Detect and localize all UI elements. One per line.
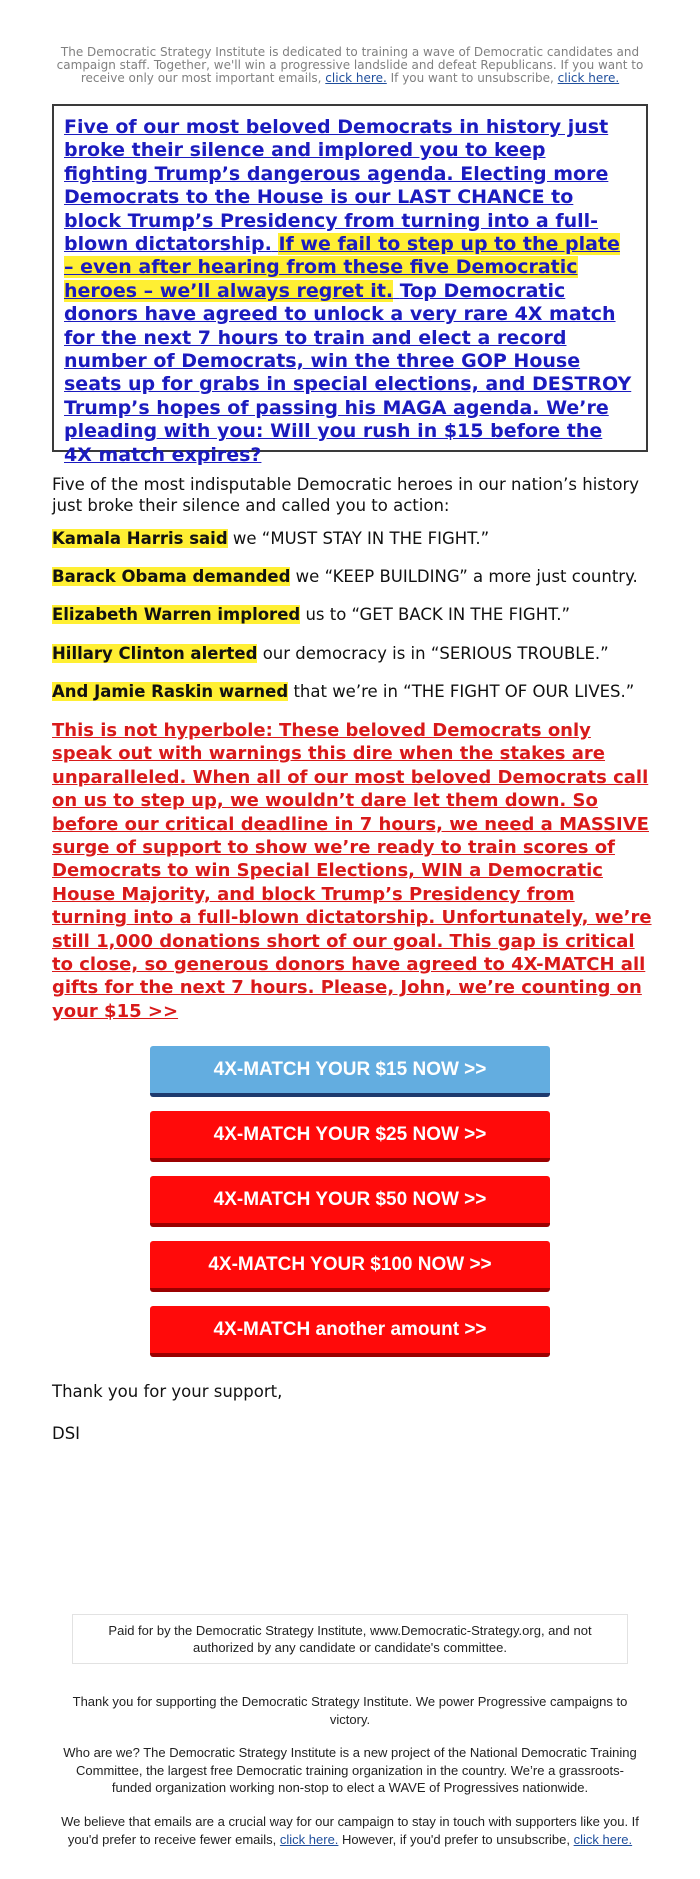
footer-pref-text: We believe that emails are a crucial way for our campaign to stay in touch with supporters like you. If you'd prefer to receive fewer emails, — [61, 1814, 639, 1847]
quote-speaker: Elizabeth Warren implored — [52, 605, 301, 624]
quote-speaker: And Jamie Raskin warned — [52, 682, 289, 701]
callout-link[interactable] — [64, 116, 631, 466]
footer-unsubscribe-link[interactable]: click here. — [573, 1831, 633, 1847]
footer-thanks: Thank you for supporting the Democratic Strategy Institute. We power Progressive campaigns to victory. — [72, 1694, 628, 1727]
important-emails-link[interactable]: click here. — [325, 71, 387, 85]
donate-100-button[interactable]: 4X-MATCH YOUR $100 NOW >> — [150, 1241, 550, 1292]
quote-line — [52, 528, 672, 549]
unsubscribe-link[interactable]: click here. — [557, 71, 620, 85]
paid-for-disclaimer — [72, 1614, 628, 1664]
closing-thanks: Thank you for your support, — [52, 1382, 283, 1401]
urgent-appeal-link[interactable]: This is not hyperbole: These beloved Democrats only speak out with warnings this dire when the stakes are unparalleled. When all of our most beloved Democrats call on us to step up, we wouldn’t dare let them down. So before our critical deadline in 7 hours, we need a MASSIVE surge of support to show we’re ready to train scores of Democrats to win Special Elections, WIN a Democratic House Majority, and block Trump’s Presidency from turning into a full-blown dictatorship. Unfortunately, we’re still 1,000 donations short of our goal. This gap is critical to close, so generous donors have agreed to 4X-MATCH all gifts for the next 7 hours. Please, John, we’re counting on your $15 >> — [52, 720, 652, 1022]
quote-text: that we’re in “THE FIGHT OF OUR LIVES.” — [293, 682, 635, 701]
footer-about: Who are we? The Democratic Strategy Institute is a new project of the National Democratic Training Committee, the largest free Democratic training organization in the country. We’re a grassroots-funded organization working non-stop to elect a WAVE of Progressives nationwide. — [63, 1745, 637, 1795]
quote-line — [52, 643, 672, 664]
fewer-emails-link[interactable]: click here. — [279, 1831, 339, 1847]
callout-highlight: If we fail to step up to the plate – even after hearing from these five Democratic heroes – we’ll always regret it. — [64, 233, 620, 302]
quote-text: our democracy is in “SERIOUS TROUBLE.” — [262, 644, 609, 663]
footer-pref-text-2: However, if you'd prefer to unsubscribe, — [342, 1831, 570, 1847]
quote-speaker: Kamala Harris said — [52, 529, 228, 548]
donate-15-button[interactable]: 4X-MATCH YOUR $15 NOW >> — [150, 1046, 550, 1097]
callout-text-2: Top Democratic donors have agreed to unlock a very rare 4X match for the next 7 hours to train and elect a record number of Democrats, win the three GOP House seats up for grabs in special elections, and DESTROY Trump’s hopes of passing his MAGA agenda. We’re pleading with you: Will you rush in $15 before the 4X match expires? — [64, 279, 632, 466]
quote-line — [52, 681, 672, 702]
signature: DSI — [52, 1424, 81, 1443]
footer-email-preferences — [58, 1813, 642, 1848]
donate-other-amount-button[interactable]: 4X-MATCH another amount >> — [150, 1306, 550, 1357]
quote-line — [52, 604, 672, 625]
quote-text: we “MUST STAY IN THE FIGHT.” — [232, 529, 490, 548]
callout-text: Five of our most beloved Democrats in history just broke their silence and implored you to keep fighting Trump’s dangerous agenda. Electing more Democrats to the House is our LAST CHANCE to block Trump’s Presidency from turning into a full-blown dictatorship. — [64, 116, 609, 256]
callout-box — [52, 104, 648, 466]
donate-50-button[interactable]: 4X-MATCH YOUR $50 NOW >> — [150, 1176, 550, 1227]
intro-paragraph: Five of the most indisputable Democratic heroes in our nation’s history just broke their silence and called you to action: — [52, 475, 640, 515]
preheader-text-2: If you want to unsubscribe, — [390, 71, 554, 85]
disclaimer-text: Paid for by the Democratic Strategy Institute, www.Democratic-Strategy.org, and not authorized by any candidate or candidate's committee. — [108, 1623, 592, 1655]
quote-line — [52, 566, 672, 587]
quote-speaker: Hillary Clinton alerted — [52, 644, 258, 663]
quote-text: us to “GET BACK IN THE FIGHT.” — [305, 605, 571, 624]
quote-speaker: Barack Obama demanded — [52, 567, 291, 586]
preheader-text: The Democratic Strategy Institute is dedicated to training a wave of Democratic candidates and campaign staff. Together, we'll win a progressive landslide and defeat Republicans. If you want to receive only our most important emails, — [56, 45, 644, 85]
quote-text: we “KEEP BUILDING” a more just country. — [295, 567, 638, 586]
donate-25-button[interactable]: 4X-MATCH YOUR $25 NOW >> — [150, 1111, 550, 1162]
preheader — [52, 46, 648, 85]
urgent-appeal — [52, 719, 652, 1023]
